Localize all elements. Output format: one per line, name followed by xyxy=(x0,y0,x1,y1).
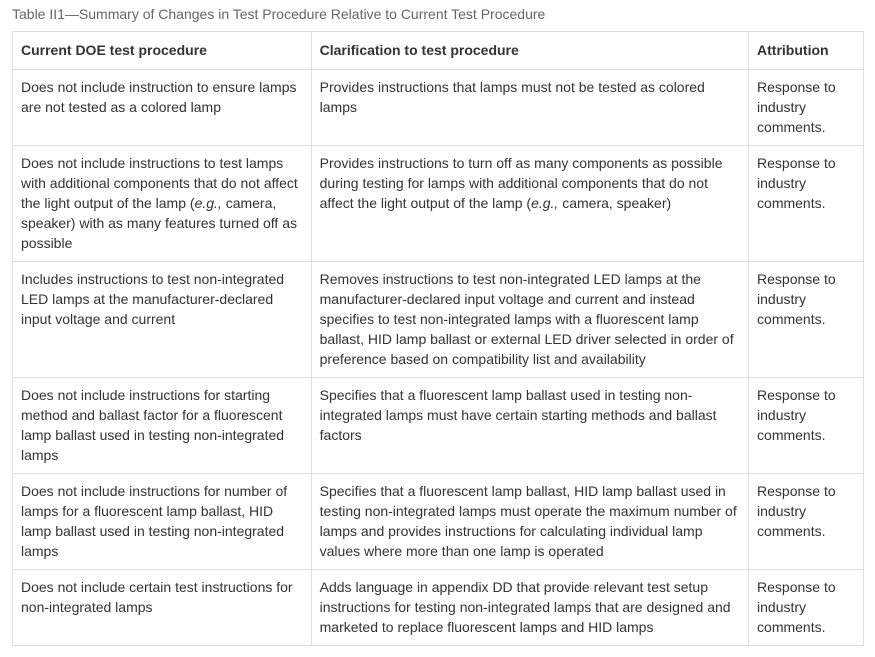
table-row xyxy=(13,70,864,146)
cell-clarification: Provides instructions that lamps must not be tested as colored lamps xyxy=(311,70,748,146)
cell-clarification: Removes instructions to test non-integrated LED lamps at the manufacturer-declared input voltage and current and instead specifies to test non-integrated lamps with a fluorescent lamp ballast, HID lamp ballast or external LED driver selected in order of preference based on compatibility list and availability xyxy=(311,262,748,378)
cell-clarification xyxy=(311,146,748,262)
cell-attribution: Response to industry comments. xyxy=(749,570,864,646)
cell-text: camera, speaker) xyxy=(558,195,672,211)
cell-text-italic: e.g., xyxy=(194,195,222,211)
cell-clarification: Specifies that a fluorescent lamp ballast, HID lamp ballast used in testing non-integrated lamps must operate the maximum number of lamps and provides instructions for calculating individual lamp values where more than one lamp is operated xyxy=(311,474,748,570)
table-caption: Table II1—Summary of Changes in Test Procedure Relative to Current Test Procedure xyxy=(12,6,546,22)
table-row xyxy=(13,570,864,646)
table-row xyxy=(13,146,864,262)
cell-text: Provides instructions to turn off as many components as possible during testing for lamps with additional components that do not affect the light output of the lamp ( xyxy=(319,155,723,211)
table-header-row xyxy=(13,32,864,70)
header-attribution: Attribution xyxy=(749,32,864,70)
cell-text: camera, speaker) with as many features turned off as possible xyxy=(21,195,297,251)
cell-attribution: Response to industry comments. xyxy=(749,262,864,378)
cell-current: Does not include instructions for number of lamps for a fluorescent lamp ballast, HID lamp ballast used in testing non-integrated lamps xyxy=(13,474,312,570)
cell-clarification: Adds language in appendix DD that provide relevant test setup instructions for testing non-integrated lamps that are designed and marketed to replace fluorescent lamps and HID lamps xyxy=(311,570,748,646)
table-row xyxy=(13,474,864,570)
cell-current xyxy=(13,146,312,262)
cell-current: Does not include certain test instructions for non-integrated lamps xyxy=(13,570,312,646)
cell-current: Does not include instruction to ensure lamps are not tested as a colored lamp xyxy=(13,70,312,146)
cell-attribution: Response to industry comments. xyxy=(749,474,864,570)
cell-attribution: Response to industry comments. xyxy=(749,146,864,262)
cell-current: Includes instructions to test non-integrated LED lamps at the manufacturer-declared input voltage and current xyxy=(13,262,312,378)
cell-attribution: Response to industry comments. xyxy=(749,378,864,474)
header-current-procedure: Current DOE test procedure xyxy=(13,32,312,70)
table-row xyxy=(13,262,864,378)
cell-text-italic: e.g., xyxy=(531,195,559,211)
table-row xyxy=(13,378,864,474)
cell-clarification: Specifies that a fluorescent lamp ballast used in testing non-integrated lamps must have certain starting methods and ballast factors xyxy=(311,378,748,474)
cell-text: Does not include instructions to test lamps with additional components that do not affect the light output of the lamp ( xyxy=(21,155,298,211)
changes-table xyxy=(12,31,864,646)
header-clarification: Clarification to test procedure xyxy=(311,32,748,70)
cell-attribution: Response to industry comments. xyxy=(749,70,864,146)
cell-current: Does not include instructions for starting method and ballast factor for a fluorescent lamp ballast used in testing non-integrated lamps xyxy=(13,378,312,474)
